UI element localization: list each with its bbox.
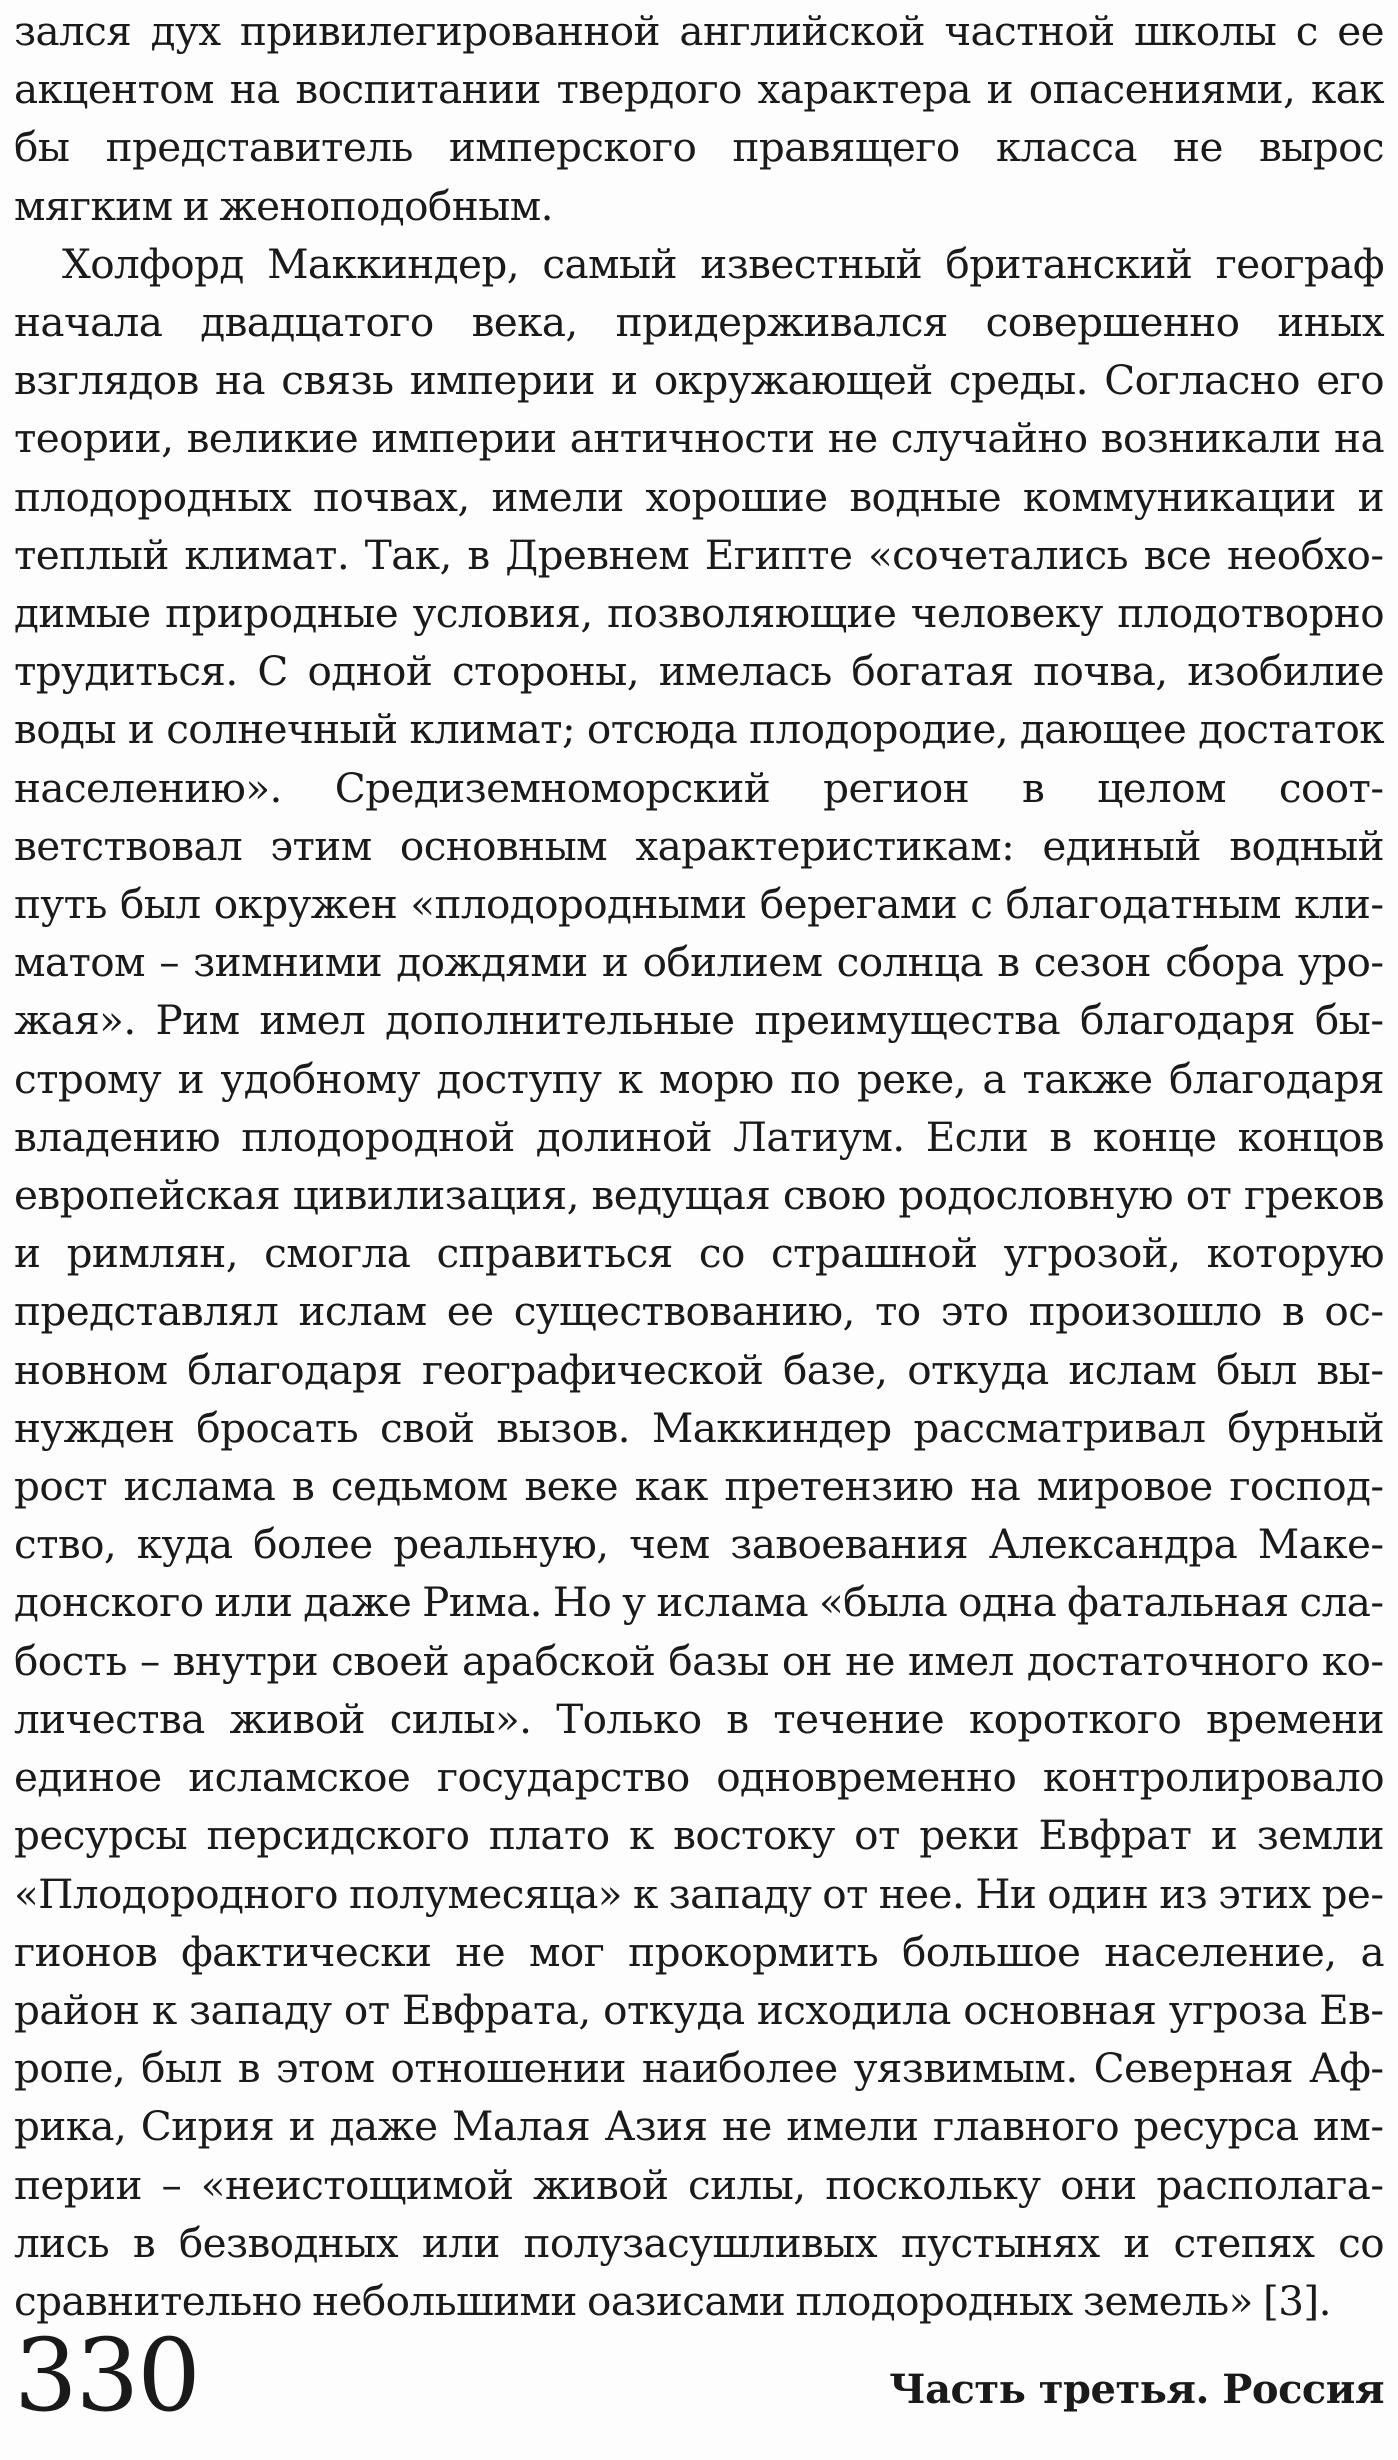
running-head: Часть третья. Россия: [889, 2366, 1384, 2413]
paragraph-continued: зался дух привилегированной английской частной школы с ее акцентом на воспитании твердого характера и опасениями, как бы представитель имперского правящего класса не вырос мягким и женоподобным.: [14, 7, 1384, 230]
paragraph-mackinder: Холфорд Маккиндер, самый известный британский географ начала двадцатого века, придерживался совершенно иных взглядов на связь империи и окружающей среды. Согласно его теории, великие империи античности не случайно возникали на плодородных почвах, имели хорошие водные коммуникации и теплый климат. Так, в Древнем Египте «сочетались все необходимые природные условия, позволяющие человеку плодотворно трудиться. С одной стороны, имелась богатая почва, изобилие воды и солнечный климат; отсюда плодородие, дающее достаток населению». Средиземноморский регион в целом соответствовал этим основным характеристикам: единый водный путь был окружен «плодородными берегами с благодатным климатом – зимними дождями и обилием солнца в сезон сбора урожая». Рим имел дополнительные преимущества благодаря быстрому и удобному доступу к морю по реке, а также благодаря владению плодородной долиной Латиум. Если в конце концов европейская цивилизация, ведущая свою родословную от греков и римлян, смогла справиться со страшной угрозой, которую представлял ислам ее существованию, то это произошло в основном благодаря географической базе, откуда ислам был вынужден бросать свой вызов. Маккиндер рассматривал бурный рост ислама в седьмом веке как претензию на мировое господство, куда более реальную, чем завоевания Александра Македонского или даже Рима. Но у ислама «была одна фатальная слабость – внутри своей арабской базы он не имел достаточного количества живой силы». Только в течение короткого времени единое исламское государство одновременно контролировало ресурсы персидского плато к востоку от реки Евфрат и земли «Плодородного полумесяца» к западу от нее. Ни один из этих регионов фактически не мог прокормить большое население, а район к западу от Евфрата, откуда исходила основная угроза Европе, был в этом отношении наиболее уязвимым. Северная Африка, Сирия и даже Малая Азия не имели главного ресурса империи – «неистощимой живой силы, поскольку они располагались в безводных или полузасушливых пустынях и степях со сравнительно небольшими оазисами плодородных земель» [3].: [14, 239, 1384, 2325]
body-text: [14, 2, 1384, 2330]
page-number: 330: [14, 2317, 199, 2434]
